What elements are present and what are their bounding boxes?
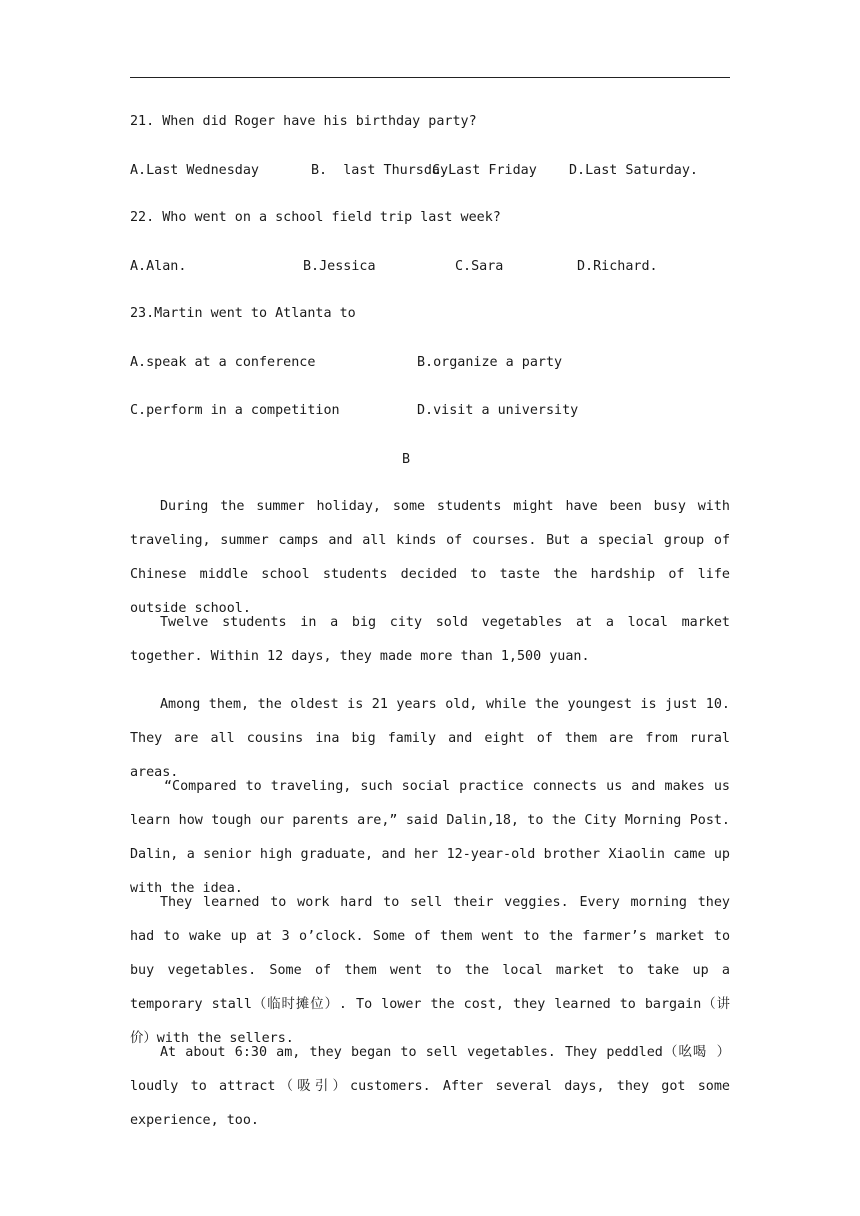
q23-option-c: C.perform in a competition	[130, 403, 340, 418]
section-heading: B	[401, 452, 411, 467]
paragraph-5: They learned to work hard to sell their veggies. Every morning they had to wake up at 3 o’clock. Some of them went to the farmer’s market to buy vegetables. Some of them went to the local market to take up a temporary stall（临时摊位）. To lower the cost, they learned to bargain（讲价）with the sellers.	[130, 895, 730, 1046]
header-rule	[130, 77, 730, 78]
question-23: 23.Martin went to Atlanta to	[130, 306, 356, 321]
paragraph-6: At about 6:30 am, they began to sell vegetables. They peddled（吆喝 ）loudly to attract（吸引）customers. After several days, they got some experience, too.	[130, 1045, 730, 1128]
q22-option-c: C.Sara	[455, 259, 504, 274]
paragraph-1: During the summer holiday, some students might have been busy with traveling, summer camps and all kinds of courses. But a special group of Chinese middle school students decided to taste the hardship of life outside school.	[130, 499, 730, 616]
q22-option-a: A.Alan.	[130, 259, 187, 274]
paragraph-4: “Compared to traveling, such social practice connects us and makes us learn how tough our parents are,” said Dalin,18, to the City Morning Post. Dalin, a senior high graduate, and her 12-year-old brother Xiaolin came up with the idea.	[130, 779, 730, 896]
question-21: 21. When did Roger have his birthday party?	[130, 114, 477, 129]
q21-option-d: D.Last Saturday.	[569, 163, 698, 178]
q23-option-b: B.organize a party	[417, 355, 563, 370]
paragraph-2: Twelve students in a big city sold vegetables at a local market together. Within 12 days, they made more than 1,500 yuan.	[130, 615, 730, 664]
q23-option-d: D.visit a university	[417, 403, 579, 418]
q21-option-b: B. last Thursday	[311, 163, 449, 178]
q22-option-d: D.Richard.	[577, 259, 658, 274]
q21-option-c: C.Last Friday	[432, 163, 537, 178]
q21-option-a: A.Last Wednesday	[130, 163, 259, 178]
q23-option-a: A.speak at a conference	[130, 355, 316, 370]
paragraph-3: Among them, the oldest is 21 years old, while the youngest is just 10. They are all cousins ina big family and eight of them are from rural areas.	[130, 697, 730, 780]
q22-option-b: B.Jessica	[303, 259, 376, 274]
question-22: 22. Who went on a school field trip last week?	[130, 210, 501, 225]
